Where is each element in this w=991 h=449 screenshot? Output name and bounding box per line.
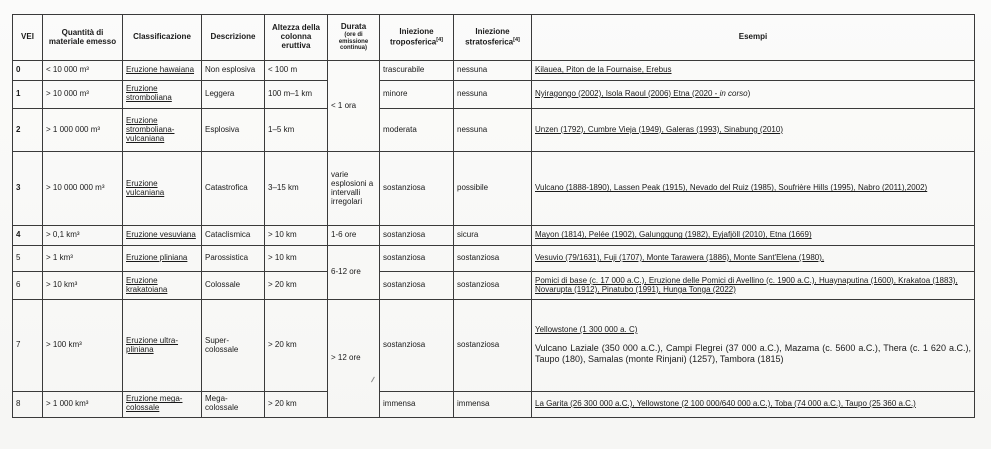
header-durata-title: Durata xyxy=(340,21,367,31)
header-esempi: Esempi xyxy=(532,15,975,61)
classificazione-link[interactable]: Eruzione vulcaniana xyxy=(126,178,165,197)
cell-altezza: 3–15 km xyxy=(265,152,328,226)
table-row xyxy=(13,245,975,271)
cell-altezza: > 20 km xyxy=(265,300,328,391)
cell-esempi xyxy=(532,108,975,152)
cell-vei: 0 xyxy=(13,61,43,81)
cell-vei: 3 xyxy=(13,152,43,226)
cell-vei: 2 xyxy=(13,108,43,152)
cell-durata-merged: < 1 ora xyxy=(328,61,380,152)
cell-strato: sicura xyxy=(454,226,532,246)
cell-quantita: > 1 000 km³ xyxy=(43,391,123,417)
header-tropo-label: Iniezione troposferica xyxy=(390,26,437,47)
cell-quantita: > 10 km³ xyxy=(43,272,123,300)
cell-esempi xyxy=(532,272,975,300)
header-vei: VEI xyxy=(13,15,43,61)
cell-vei: 5 xyxy=(13,245,43,271)
cell-altezza: 100 m–1 km xyxy=(265,80,328,108)
cell-vei: 6 xyxy=(13,272,43,300)
cell-tropo: minore xyxy=(380,80,454,108)
header-durata-note: (ore di emissione continua) xyxy=(338,31,369,52)
esempi-text[interactable]: Vulcano (1888-1890), Lassen Peak (1915), Nevado del Ruiz (1985), Soufrière Hills (1995), Nabro (2011),2002) xyxy=(535,183,928,193)
table-header-row xyxy=(13,15,975,61)
cell-altezza: > 20 km xyxy=(265,272,328,300)
cell-quantita: > 0,1 km³ xyxy=(43,226,123,246)
cell-esempi xyxy=(532,245,975,271)
esempi-text[interactable]: Unzen (1792), Cumbre Vieja (1949), Galeras (1993), Sinabung (2010) xyxy=(535,124,783,134)
cell-classificazione xyxy=(123,152,202,226)
esempi-line1[interactable]: Yellowstone (1 300 000 a. C) xyxy=(535,324,638,334)
header-classificazione: Classificazione xyxy=(123,15,202,61)
esempi-text[interactable]: Mayon (1814), Pelée (1902), Galunggung (1982), Eyjafjöll (2010), Etna (1669) xyxy=(535,230,812,240)
table-row xyxy=(13,61,975,81)
cell-classificazione xyxy=(123,300,202,391)
cell-durata-merged: > 12 ore xyxy=(328,300,380,418)
classificazione-link[interactable]: Eruzione mega-colossale xyxy=(126,394,183,413)
esempi-text[interactable]: Kilauea, Piton de la Fournaise, Erebus xyxy=(535,64,672,74)
esempi-text[interactable]: Vulcano Laziale (350 000 a.C.), Campi Flegrei (37 000 a.C.), Mazama (c. 5600 a.C.), Thera (c. 1 620 a.C.), Taupo (180), Samalas (monte Rinjani) (1257), Tambora (1815) xyxy=(535,342,971,365)
cell-classificazione xyxy=(123,391,202,417)
header-quantita: Quantità di materiale emesso xyxy=(43,15,123,61)
cell-descrizione: Cataclismica xyxy=(202,226,265,246)
classificazione-link[interactable]: Eruzione stromboliana xyxy=(126,84,172,103)
header-descrizione: Descrizione xyxy=(202,15,265,61)
classificazione-link[interactable]: Eruzione hawaiana xyxy=(126,64,195,74)
cell-vei: 4 xyxy=(13,226,43,246)
header-altezza: Altezza della colonna eruttiva xyxy=(265,15,328,61)
cell-descrizione: Parossistica xyxy=(202,245,265,271)
cell-tropo: sostanziosa xyxy=(380,272,454,300)
cell-classificazione xyxy=(123,226,202,246)
cell-descrizione: Leggera xyxy=(202,80,265,108)
cell-tropo: trascurabile xyxy=(380,61,454,81)
cell-esempi xyxy=(532,80,975,108)
classificazione-link[interactable]: Eruzione vesuviana xyxy=(126,230,196,240)
cell-quantita: > 10 000 m³ xyxy=(43,80,123,108)
cell-esempi xyxy=(532,226,975,246)
table-row xyxy=(13,391,975,417)
cell-strato: nessuna xyxy=(454,108,532,152)
esempi-italic: in corso xyxy=(719,88,748,98)
cell-altezza: > 10 km xyxy=(265,245,328,271)
cell-descrizione: Mega-colossale xyxy=(202,391,265,417)
cell-tropo: sostanziosa xyxy=(380,300,454,391)
cell-altezza: > 20 km xyxy=(265,391,328,417)
classificazione-link[interactable]: Eruzione krakatoiana xyxy=(126,275,168,294)
footnote-ref-4[interactable]: [4] xyxy=(436,36,443,43)
cell-quantita: > 100 km³ xyxy=(43,300,123,391)
header-strato-label: Iniezione stratosferica xyxy=(465,26,514,47)
cell-tropo: sostanziosa xyxy=(380,245,454,271)
esempi-text[interactable]: Nyiragongo (2002), Isola Raoul (2006) Etna (2020 - xyxy=(535,88,720,98)
cell-classificazione xyxy=(123,272,202,300)
cell-classificazione xyxy=(123,108,202,152)
header-iniezione-stratosferica xyxy=(454,15,532,61)
cell-strato: nessuna xyxy=(454,80,532,108)
table-row xyxy=(13,226,975,246)
cell-strato: nessuna xyxy=(454,61,532,81)
cell-classificazione xyxy=(123,245,202,271)
cell-descrizione: Super-colossale xyxy=(202,300,265,391)
cell-quantita: > 1 km³ xyxy=(43,245,123,271)
esempi-end: ) xyxy=(747,88,751,98)
cell-quantita: < 10 000 m³ xyxy=(43,61,123,81)
cell-esempi xyxy=(532,300,975,391)
cell-durata: 1-6 ore xyxy=(328,226,380,246)
esempi-text[interactable]: Vesuvio (79/1631), Fuji (1707), Monte Tarawera (1886), Monte Sant'Elena (1980), xyxy=(535,253,825,263)
cell-vei: 7 xyxy=(13,300,43,391)
classificazione-link[interactable]: Eruzione ultra-pliniana xyxy=(126,335,179,354)
table-row xyxy=(13,272,975,300)
cell-strato: possibile xyxy=(454,152,532,226)
cell-strato: sostanziosa xyxy=(454,272,532,300)
header-iniezione-troposferica xyxy=(380,15,454,61)
cell-durata: varie esplosioni a intervalli irregolari xyxy=(328,152,380,226)
cell-descrizione: Esplosiva xyxy=(202,108,265,152)
cell-tropo: immensa xyxy=(380,391,454,417)
cell-durata-merged: 6-12 ore xyxy=(328,245,380,299)
esempi-text[interactable]: Pomici di base (c. 17 000 a.C.), Eruzione delle Pomici di Avellino (c. 1900 a.C.), Huaynaputina (1600), Krakatoa (1883), Novarupta (1912), Pinatubo (1991), Hunga Tonga (2022) xyxy=(535,275,958,294)
cell-descrizione: Catastrofica xyxy=(202,152,265,226)
header-durata xyxy=(328,15,380,61)
cell-altezza: < 100 m xyxy=(265,61,328,81)
cell-esempi xyxy=(532,391,975,417)
cell-quantita: > 10 000 000 m³ xyxy=(43,152,123,226)
cell-classificazione xyxy=(123,61,202,81)
cell-altezza: 1–5 km xyxy=(265,108,328,152)
cell-strato: sostanziosa xyxy=(454,245,532,271)
table-row xyxy=(13,152,975,226)
classificazione-link[interactable]: Eruzione pliniana xyxy=(126,253,188,263)
vei-table xyxy=(12,14,975,418)
cell-esempi xyxy=(532,152,975,226)
cell-descrizione: Non esplosiva xyxy=(202,61,265,81)
table-row xyxy=(13,108,975,152)
classificazione-link[interactable]: Eruzione stromboliana-vulcaniana xyxy=(126,115,175,143)
table-row xyxy=(13,80,975,108)
cell-vei: 8 xyxy=(13,391,43,417)
footnote-ref-4[interactable]: [4] xyxy=(513,36,520,43)
cell-tropo: moderata xyxy=(380,108,454,152)
cell-quantita: > 1 000 000 m³ xyxy=(43,108,123,152)
cell-strato: sostanziosa xyxy=(454,300,532,391)
cell-tropo: sostanziosa xyxy=(380,152,454,226)
cell-altezza: > 10 km xyxy=(265,226,328,246)
cell-esempi xyxy=(532,61,975,81)
cell-descrizione: Colossale xyxy=(202,272,265,300)
cell-strato: immensa xyxy=(454,391,532,417)
cell-classificazione xyxy=(123,80,202,108)
cell-tropo: sostanziosa xyxy=(380,226,454,246)
cell-vei: 1 xyxy=(13,80,43,108)
esempi-text[interactable]: La Garita (26 300 000 a.C.), Yellowstone (2 100 000/640 000 a.C.), Toba (74 000 a.C.), Taupo (25 360 a.C.) xyxy=(535,398,916,408)
table-row xyxy=(13,300,975,391)
